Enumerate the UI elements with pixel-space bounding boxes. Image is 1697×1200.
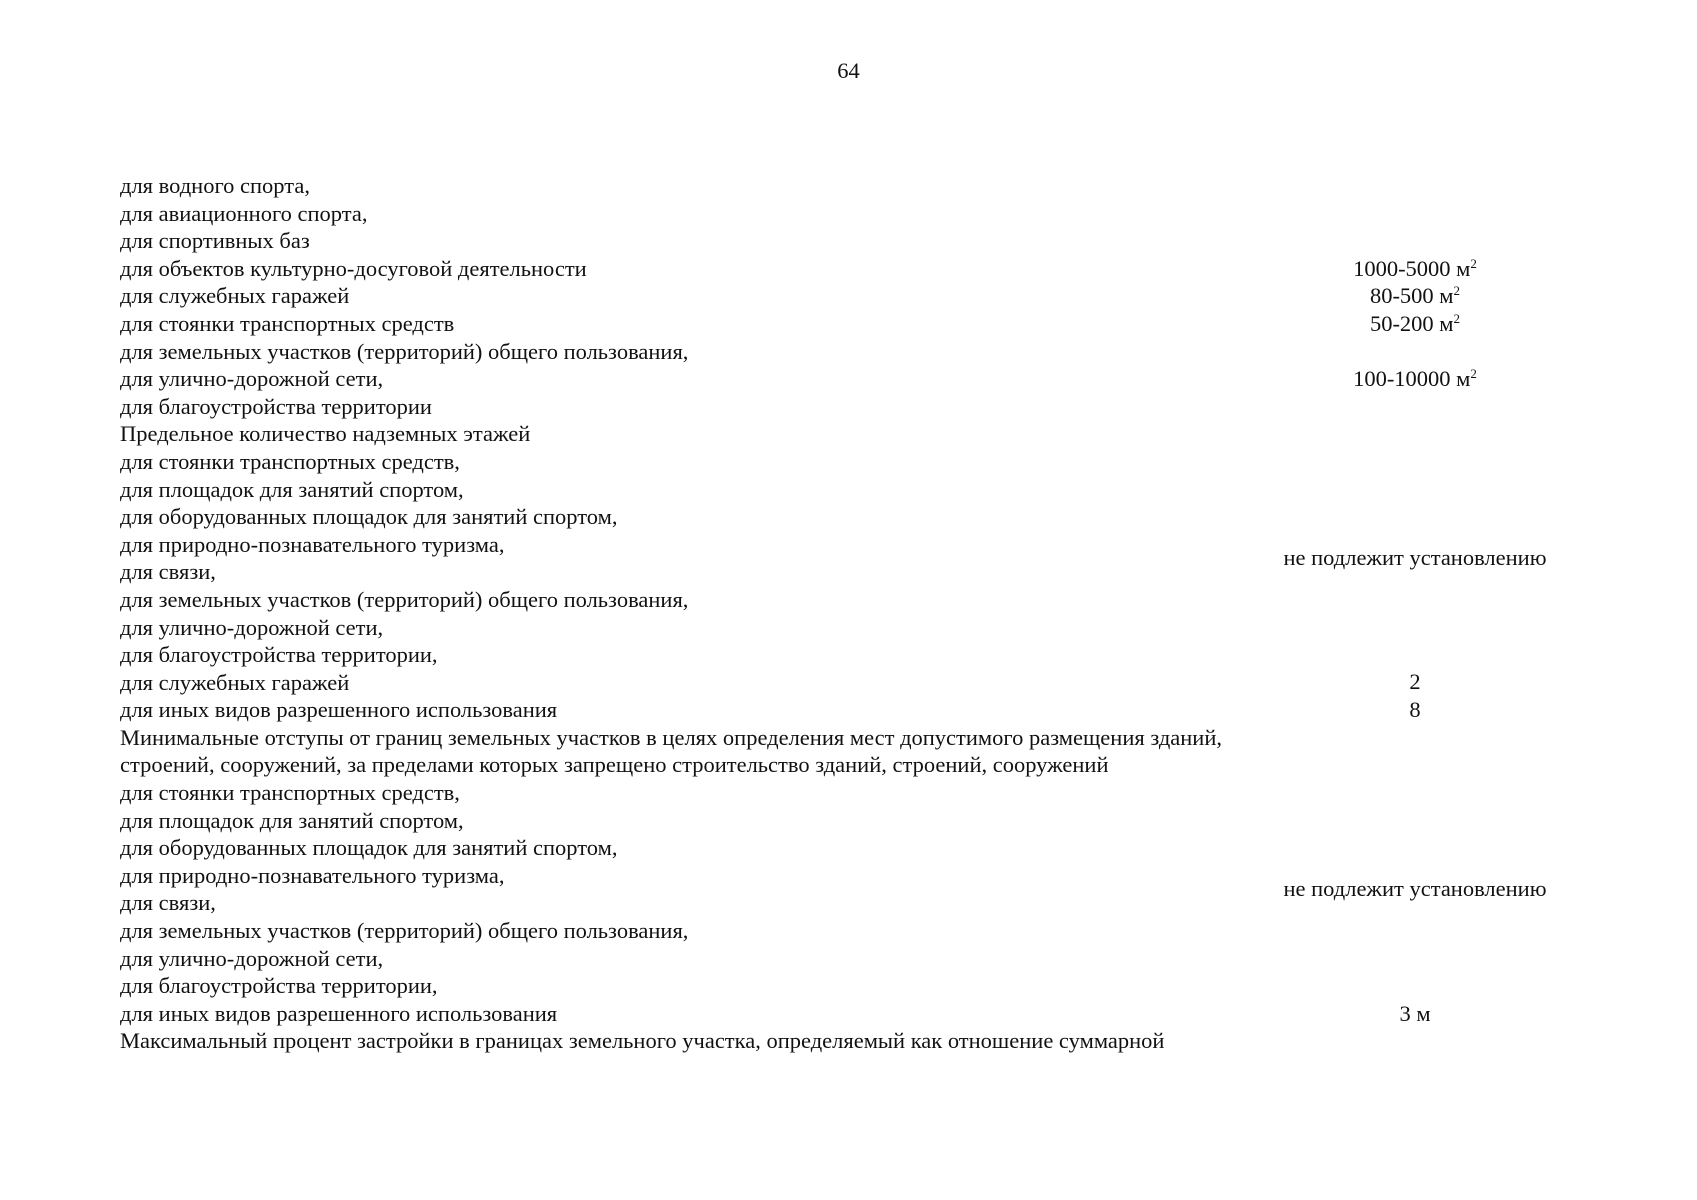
row-label — [120, 1000, 1250, 1028]
row-label-line: для связи, — [120, 559, 216, 585]
row-label-line: для служебных гаражей — [120, 669, 350, 695]
row-label-line: для улично-дорожной сети, — [120, 366, 384, 392]
row-label-line: для улично-дорожной сети, — [120, 614, 384, 640]
table-row — [120, 172, 1580, 255]
row-label — [120, 310, 1250, 338]
row-value: не подлежит установлению — [1283, 545, 1547, 571]
row-label-line: для площадок для занятий спортом, — [120, 476, 464, 502]
row-label-line: для улично-дорожной сети, — [120, 945, 384, 971]
row-value: 1000-5000 $м^2$ — [1353, 255, 1477, 281]
row-label-line: для благоустройства территории, — [120, 973, 438, 999]
table-row — [120, 310, 1580, 338]
row-label-line: для стоянки транспортных средств, — [120, 780, 460, 806]
page-number: 64 — [837, 58, 860, 83]
row-label-line: для земельных участков (территорий) общего пользования, — [120, 918, 689, 944]
row-label-line: для связи, — [120, 890, 216, 916]
row-label-line: для оборудованных площадок для занятий спортом, — [120, 835, 618, 861]
row-label-line: для стоянки транспортных средств — [120, 310, 455, 336]
row-value: 100-10000 $м^2$ — [1353, 365, 1477, 391]
table-row — [120, 696, 1580, 724]
document-table — [120, 172, 1580, 1055]
row-label-line: для стоянки транспортных средств, — [120, 448, 460, 474]
row-label-line: для иных видов разрешенного использования — [120, 1000, 558, 1026]
row-label-line: для природно-познавательного туризма, — [120, 531, 505, 557]
table-row — [120, 724, 1580, 779]
row-value: 3 м — [1399, 1000, 1431, 1026]
row-label-line: для природно-познавательного туризма, — [120, 862, 505, 888]
row-value: 8 — [1409, 697, 1421, 723]
row-label — [120, 696, 1250, 724]
section-heading: Максимальный процент застройки в границах земельного участка, определяемый как отношение суммарной — [120, 1028, 1165, 1054]
row-label — [120, 255, 1250, 283]
row-label-line: для благоустройства территории, — [120, 642, 438, 668]
table-row — [120, 779, 1580, 1000]
table-row — [120, 669, 1580, 697]
row-label-line: для иных видов разрешенного использования — [120, 697, 558, 723]
row-label-line: для авиационного спорта, — [120, 200, 368, 226]
row-value: 2 — [1409, 669, 1421, 695]
row-value: 50-200 $м^2$ — [1369, 310, 1461, 336]
table-row — [120, 255, 1580, 283]
table-row — [120, 1027, 1580, 1055]
row-label — [120, 338, 1250, 421]
table-row — [120, 338, 1580, 421]
row-label — [120, 1027, 1250, 1055]
row-label-line: для спортивных баз — [120, 228, 310, 254]
row-label-line: для водного спорта, — [120, 173, 310, 198]
table-row — [120, 420, 1580, 448]
row-label — [120, 448, 1250, 669]
table-row — [120, 448, 1580, 669]
row-label-line: для благоустройства территории — [120, 393, 432, 419]
section-heading: Предельное количество надземных этажей — [120, 421, 531, 447]
table-row — [120, 1000, 1580, 1028]
row-label — [120, 669, 1250, 697]
row-label — [120, 282, 1250, 310]
table-row — [120, 282, 1580, 310]
row-label-line: для земельных участков (территорий) общего пользования, — [120, 338, 689, 364]
row-value: не подлежит установлению — [1283, 876, 1547, 902]
section-heading: Минимальные отступы от границ земельных участков в целях определения мест допустимого размещения зданий, строений, сооружений, за пределами которых запрещено строительство зданий, строений, сооружений — [120, 724, 1223, 778]
row-label-line: для объектов культурно-досуговой деятельности — [120, 255, 587, 281]
row-label — [120, 420, 1250, 448]
row-label — [120, 779, 1250, 1000]
row-label-line: для площадок для занятий спортом, — [120, 807, 464, 833]
row-label — [120, 172, 1250, 255]
row-label-line: для служебных гаражей — [120, 283, 350, 309]
row-label — [120, 724, 1250, 779]
row-value: 80-500 $м^2$ — [1369, 283, 1461, 309]
row-label-line: для земельных участков (территорий) общего пользования, — [120, 586, 689, 612]
row-label-line: для оборудованных площадок для занятий спортом, — [120, 504, 618, 530]
